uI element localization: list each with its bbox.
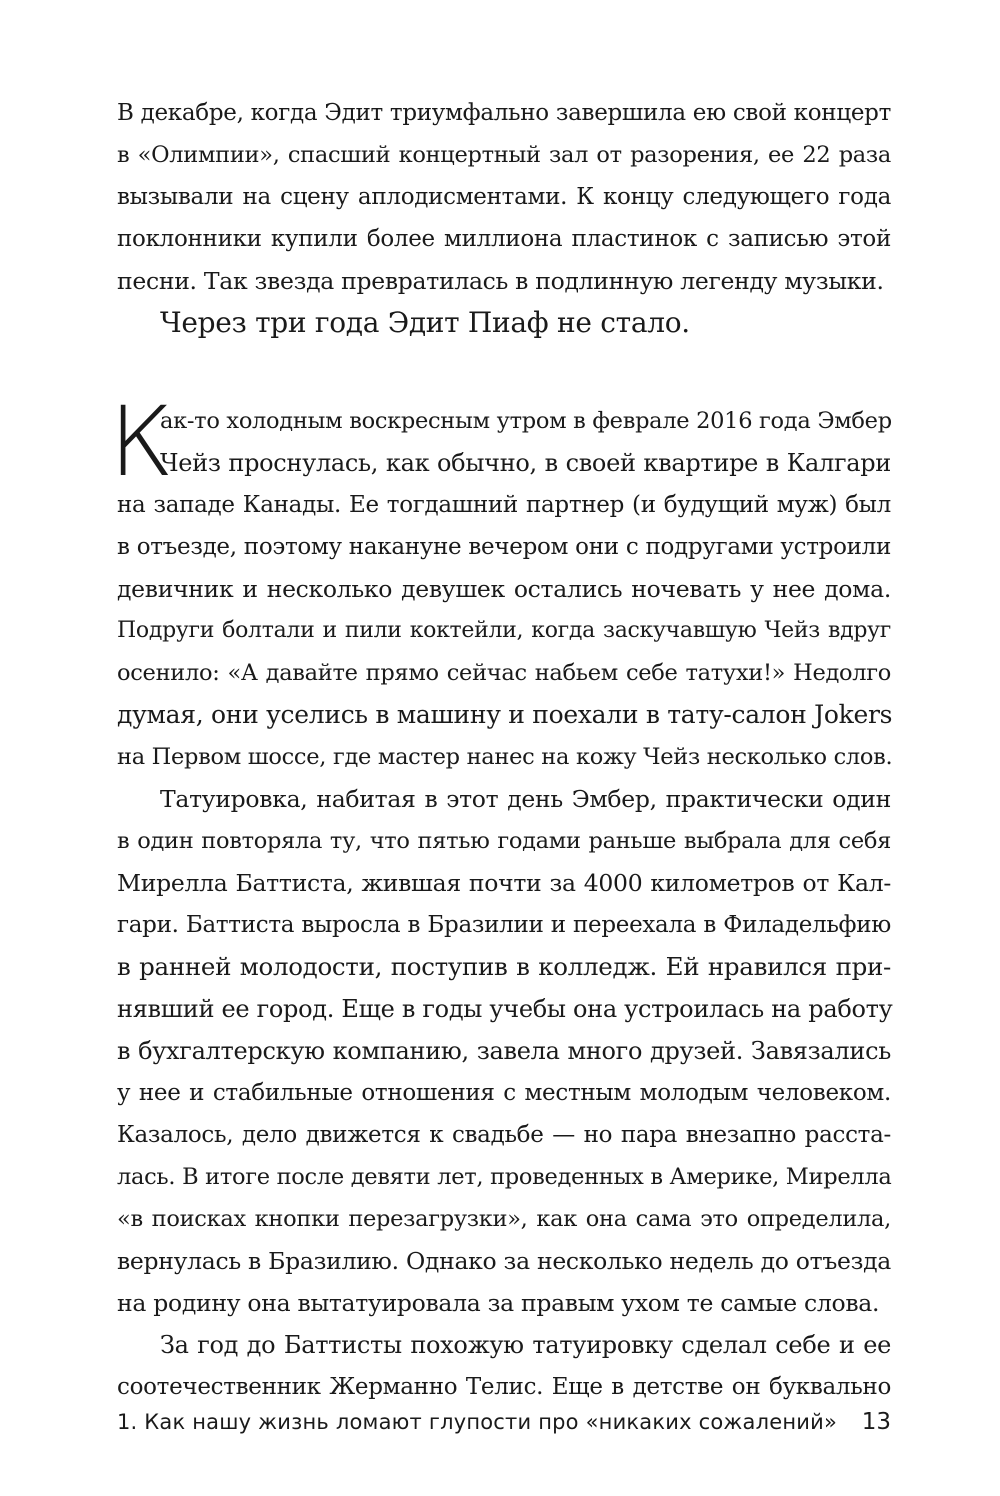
running-title: 1. Как нашу жизнь ломают глупости про «никаких сожалений» bbox=[117, 1410, 838, 1434]
text-line: лась. В итоге после девяти лет, проведенных в Америке, Мирелла bbox=[117, 1164, 892, 1190]
text-line: Чейз проснулась, как обычно, в своей квартире в Калгари bbox=[160, 449, 891, 477]
text-line: девичник и несколько девушек остались ночевать у нее дома. bbox=[117, 575, 891, 603]
text-line: «в поисках кнопки перезагрузки», как она сама это определила, bbox=[117, 1206, 891, 1232]
text-line: ак-то холодным воскресным утром в феврале 2016 года Эмбер bbox=[160, 408, 892, 434]
text-line: Подруги болтали и пили коктейли, когда заскучавшую Чейз вдруг bbox=[117, 618, 891, 643]
text-line: вернулась в Бразилию. Однако за несколько недель до отъезда bbox=[117, 1247, 891, 1275]
text-line: Татуировка, набитая в этот день Эмбер, практически один bbox=[160, 785, 891, 813]
text-line: думая, они уселись в машину и поехали в тату-салон Jokers bbox=[117, 700, 893, 729]
text-line: в ранней молодости, поступив в колледж. Ей нравился при- bbox=[117, 952, 891, 981]
text-line: Казалось, дело движется к свадьбе — но пара внезапно расста- bbox=[117, 1122, 891, 1148]
text-line: поклонники купили более миллиона пластинок с записью этой bbox=[117, 226, 891, 252]
text-line: в бухгалтерскую компанию, завела много друзей. Завязались bbox=[117, 1037, 891, 1065]
text-line: вызывали на сцену аплодисментами. К концу следующего года bbox=[117, 184, 891, 210]
text-line: на Первом шоссе, где мастер нанес на кожу Чейз несколько слов. bbox=[117, 744, 893, 770]
text-line: Мирелла Баттиста, жившая почти за 4000 километров от Кал- bbox=[117, 869, 891, 897]
text-line: на западе Канады. Ее тогдашний партнер (и будущий муж) был bbox=[117, 492, 891, 518]
text-line: Через три года Эдит Пиаф не стало. bbox=[160, 306, 690, 339]
text-line: В декабре, когда Эдит триумфально завершила ею свой концерт bbox=[117, 100, 891, 126]
text-line: За год до Баттисты похожую татуировку сделал себе и ее bbox=[160, 1331, 891, 1359]
text-line: соотечественник Жерманно Телис. Еще в детстве он буквально bbox=[117, 1374, 891, 1400]
text-line: у нее и стабильные отношения с местным молодым человеком. bbox=[117, 1080, 891, 1106]
text-line: в отъезде, поэтому накануне вечером они с подругами устроили bbox=[117, 534, 891, 560]
text-line: в один повторяла ту, что пятью годами раньше выбрала для себя bbox=[117, 828, 891, 854]
page-footer bbox=[117, 1404, 891, 1440]
text-line: осенило: «А давайте прямо сейчас набьем себе татухи!» Недолго bbox=[117, 660, 891, 686]
text-line: в «Олимпии», спасший концертный зал от разорения, ее 22 раза bbox=[117, 142, 891, 168]
page-number: 13 bbox=[861, 1409, 891, 1435]
text-line: на родину она вытатуировала за правым ухом те самые слова. bbox=[117, 1289, 880, 1317]
drop-cap: К bbox=[109, 386, 174, 498]
text-line: песни. Так звезда превратилась в подлинную легенду музыки. bbox=[117, 267, 884, 295]
text-line: нявший ее город. Еще в годы учебы она устроилась на работу bbox=[117, 995, 893, 1023]
text-line: гари. Баттиста выросла в Бразилии и переехала в Филадельфию bbox=[117, 912, 891, 938]
